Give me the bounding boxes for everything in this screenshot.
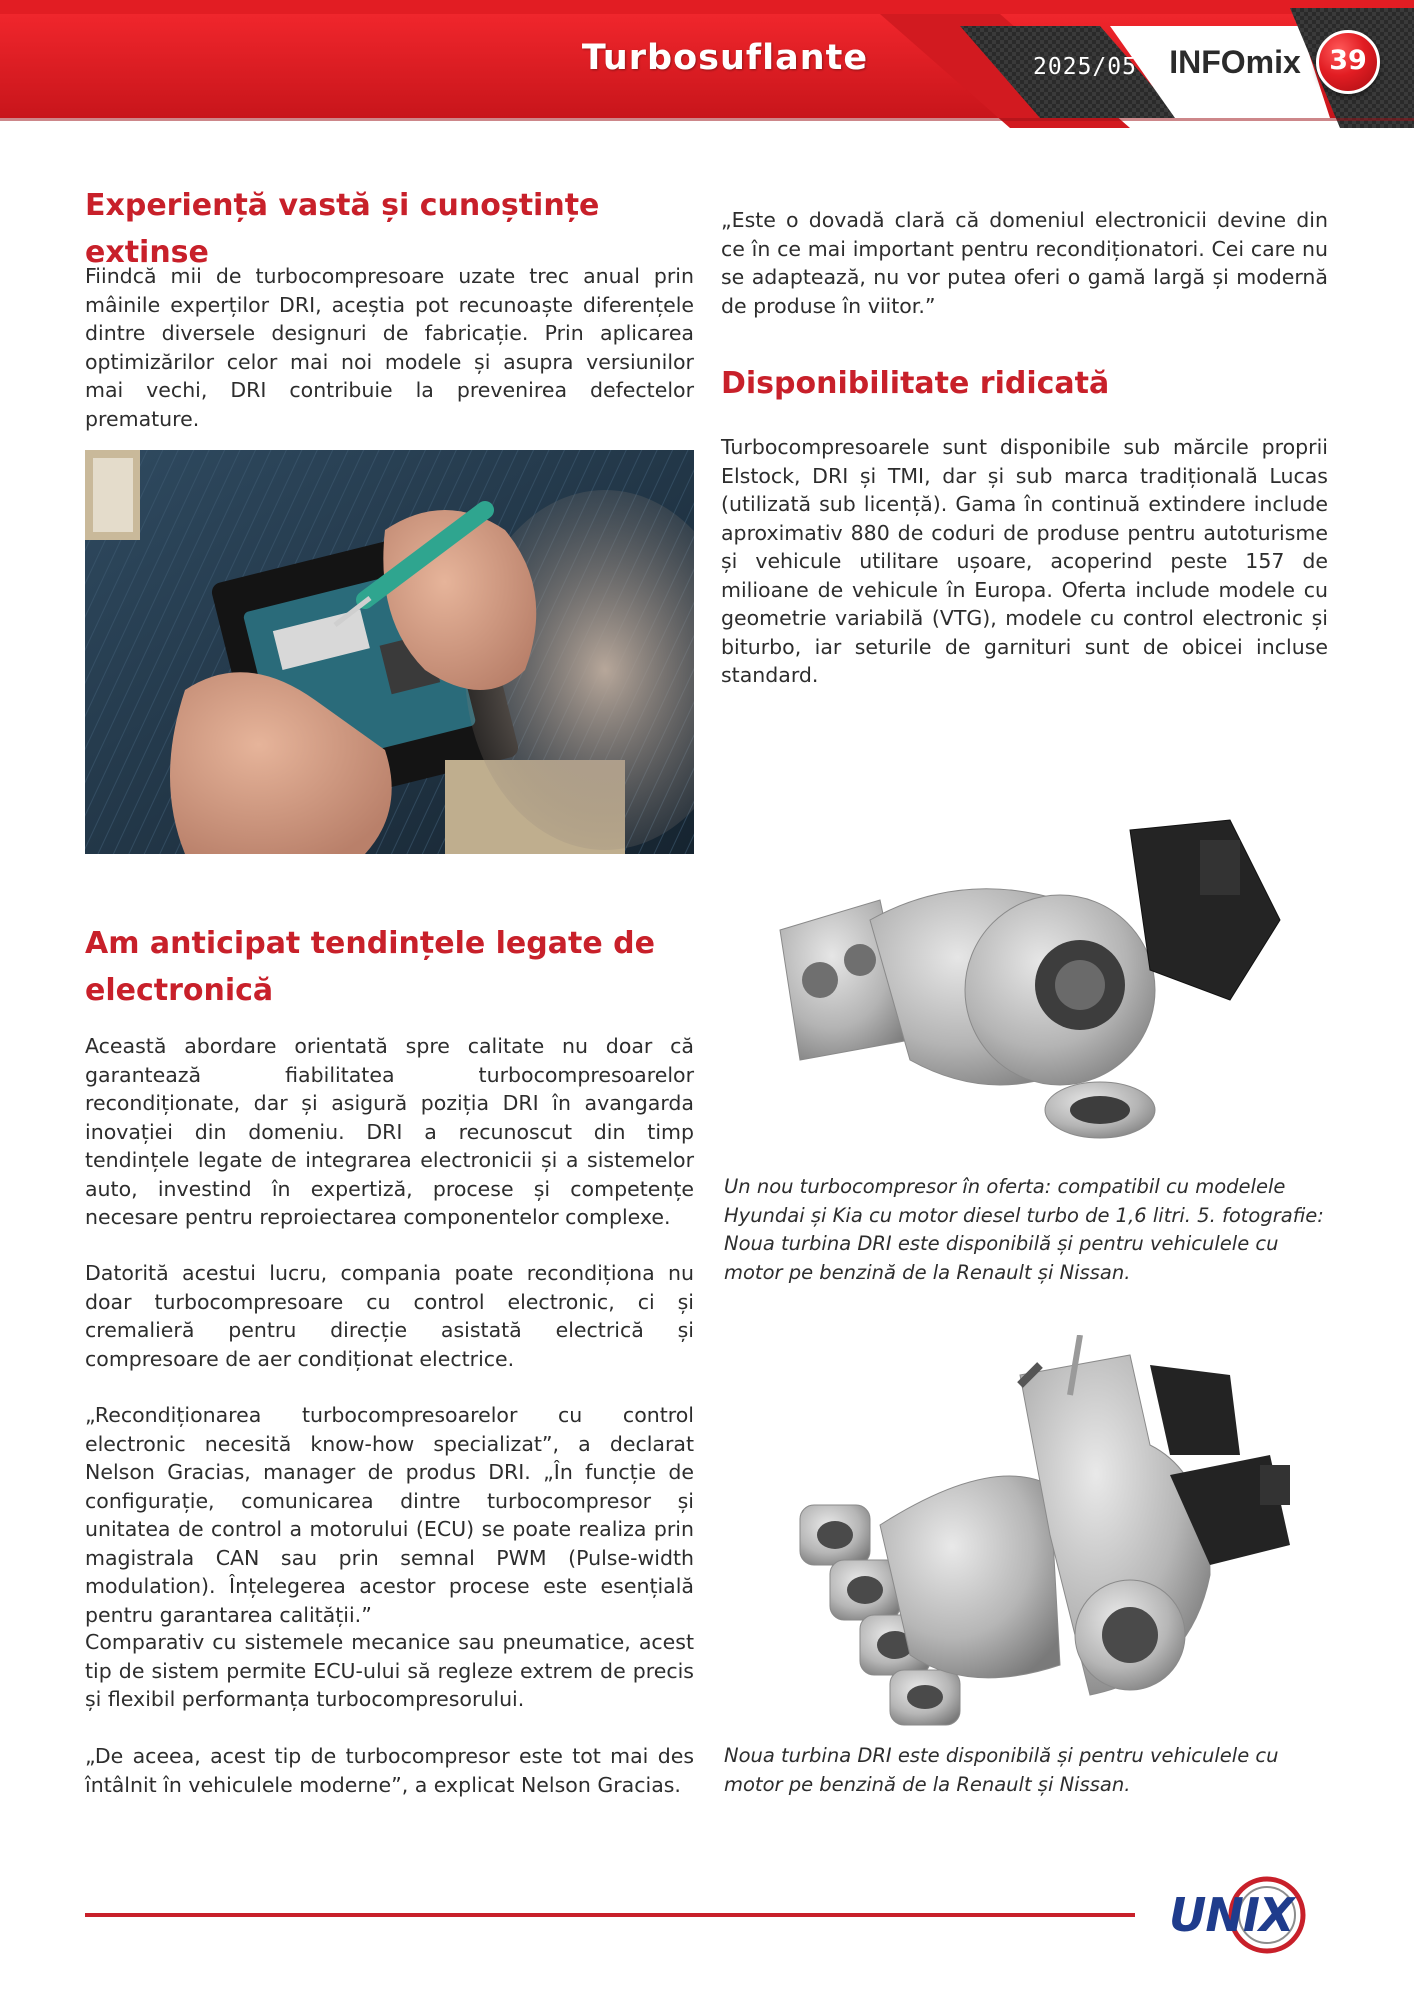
turbocharger-image-1 (760, 810, 1300, 1150)
paragraph-quote-gracias: „Recondiționarea turbocompresoarelor cu control electronic necesită know-how specializat”, a declarat Nelson Gracias, manager de produs DRI. „În funcție de configurație, comunicarea dintre turbocompresor și unitatea de control a motorului (ECU) se poate realiza prin magistrala CAN sau prin semnal PWM (Pulse-width modulation). Înțelegerea acestor procese este esențială pentru garantarea calității.” (85, 1403, 694, 1627)
paragraph-reconditioning: Datorită acestui lucru, compania poate recondiționa nu doar turbocompresoare cu control electronic, ci și cremalieră pentru direcție asistată electrică și compresoare de aer condiționat electrice. (85, 1261, 694, 1371)
heading-availability: Disponibilitate ridicată (721, 366, 1110, 401)
technician-repairing-board-image (85, 450, 694, 854)
paragraph-modern-vehicles: „De aceea, acest tip de turbocompresor este tot mai des întâlnit în vehiculele moderne”, a explicat Nelson Gracias. (85, 1744, 694, 1797)
technician-photo (85, 450, 694, 854)
paragraph-quality: Această abordare orientată spre calitate nu doar că garantează fiabilitatea turbocompresoarelor recondiționate, dar și asigură poziția DRI în avangarda inovației din domeniu. DRI a recunoscut din timp tendințele legate de integrarea electronicii și a sistemelor auto, investind în expertiză, procese și competențe necesare pentru reproiectarea componentelor complexe. (85, 1034, 694, 1229)
paragraph-availability: Turbocompresoarele sunt disponibile sub mărcile proprii Elstock, DRI și TMI, dar și sub marca tradițională Lucas (utilizată sub licență). Gama în continuă extindere include aproximativ 880 de coduri de produse pentru autoturisme și vehicule utilitare ușoare, acoperind peste 157 de milioane de vehicule în Europa. Oferta include modele cu geometrie variabilă (VTG), modele cu control electronic și biturbo, iar seturile de garnituri sunt de obicei incluse standard. (721, 435, 1328, 687)
page-number: 39 (1329, 45, 1367, 76)
turbocharger-petrol-image (790, 1335, 1300, 1735)
magazine-brand: INFOmix (1169, 44, 1301, 80)
caption-turbo-renault-nissan: Noua turbina DRI este disponibilă și pentru vehiculele cu motor pe benzină de la Renault și Nissan. (724, 1744, 1279, 1796)
footer-divider (85, 1913, 1135, 1917)
paragraph-experience: Fiindcă mii de turbocompresoare uzate trec anual prin mâinile experților DRI, aceștia pot recunoaște diferențele dintre diversele designuri de fabricație. Prin aplicarea optimizărilor celor mai noi modele și asupra versiunilor mai vechi, DRI contribuie la prevenirea defectelor premature. (85, 264, 694, 431)
heading-electronics: Am anticipat tendințele legate de electronică (85, 926, 655, 1008)
page-number-badge (1316, 30, 1380, 94)
turbocharger-vtg-image (760, 810, 1300, 1150)
heading-experience: Experiență vastă și cunoștințe extinse (85, 188, 600, 270)
section-title: Turbosuflante (581, 38, 869, 78)
unix-logo (1165, 1870, 1335, 1960)
caption-turbo-hyundai-kia: Un nou turbocompresor în oferta: compatibil cu modelele Hyundai și Kia cu motor diesel turbo de 1,6 litri. 5. fotografie: Noua turbina DRI este disponibilă și pentru vehiculele cu motor pe benzină de la Renault și Nissan. (724, 1175, 1324, 1284)
turbocharger-image-2 (790, 1335, 1300, 1735)
quote-electronics: „Este o dovadă clară că domeniul electronicii devine din ce în ce mai important pentru recondiționatori. Cei care nu se adaptează, nu vor putea oferi o gamă largă și modernă de produse în viitor.” (721, 208, 1328, 318)
page-header (0, 0, 1414, 130)
paragraph-comparison: Comparativ cu sistemele mecanice sau pneumatice, acest tip de sistem permite ECU-ului să regleze extrem de precis și flexibil performanța turbocompresorului. (85, 1630, 694, 1711)
logo-text: UNIX (1169, 1888, 1294, 1942)
issue-date: 2025/05 (1033, 54, 1137, 80)
